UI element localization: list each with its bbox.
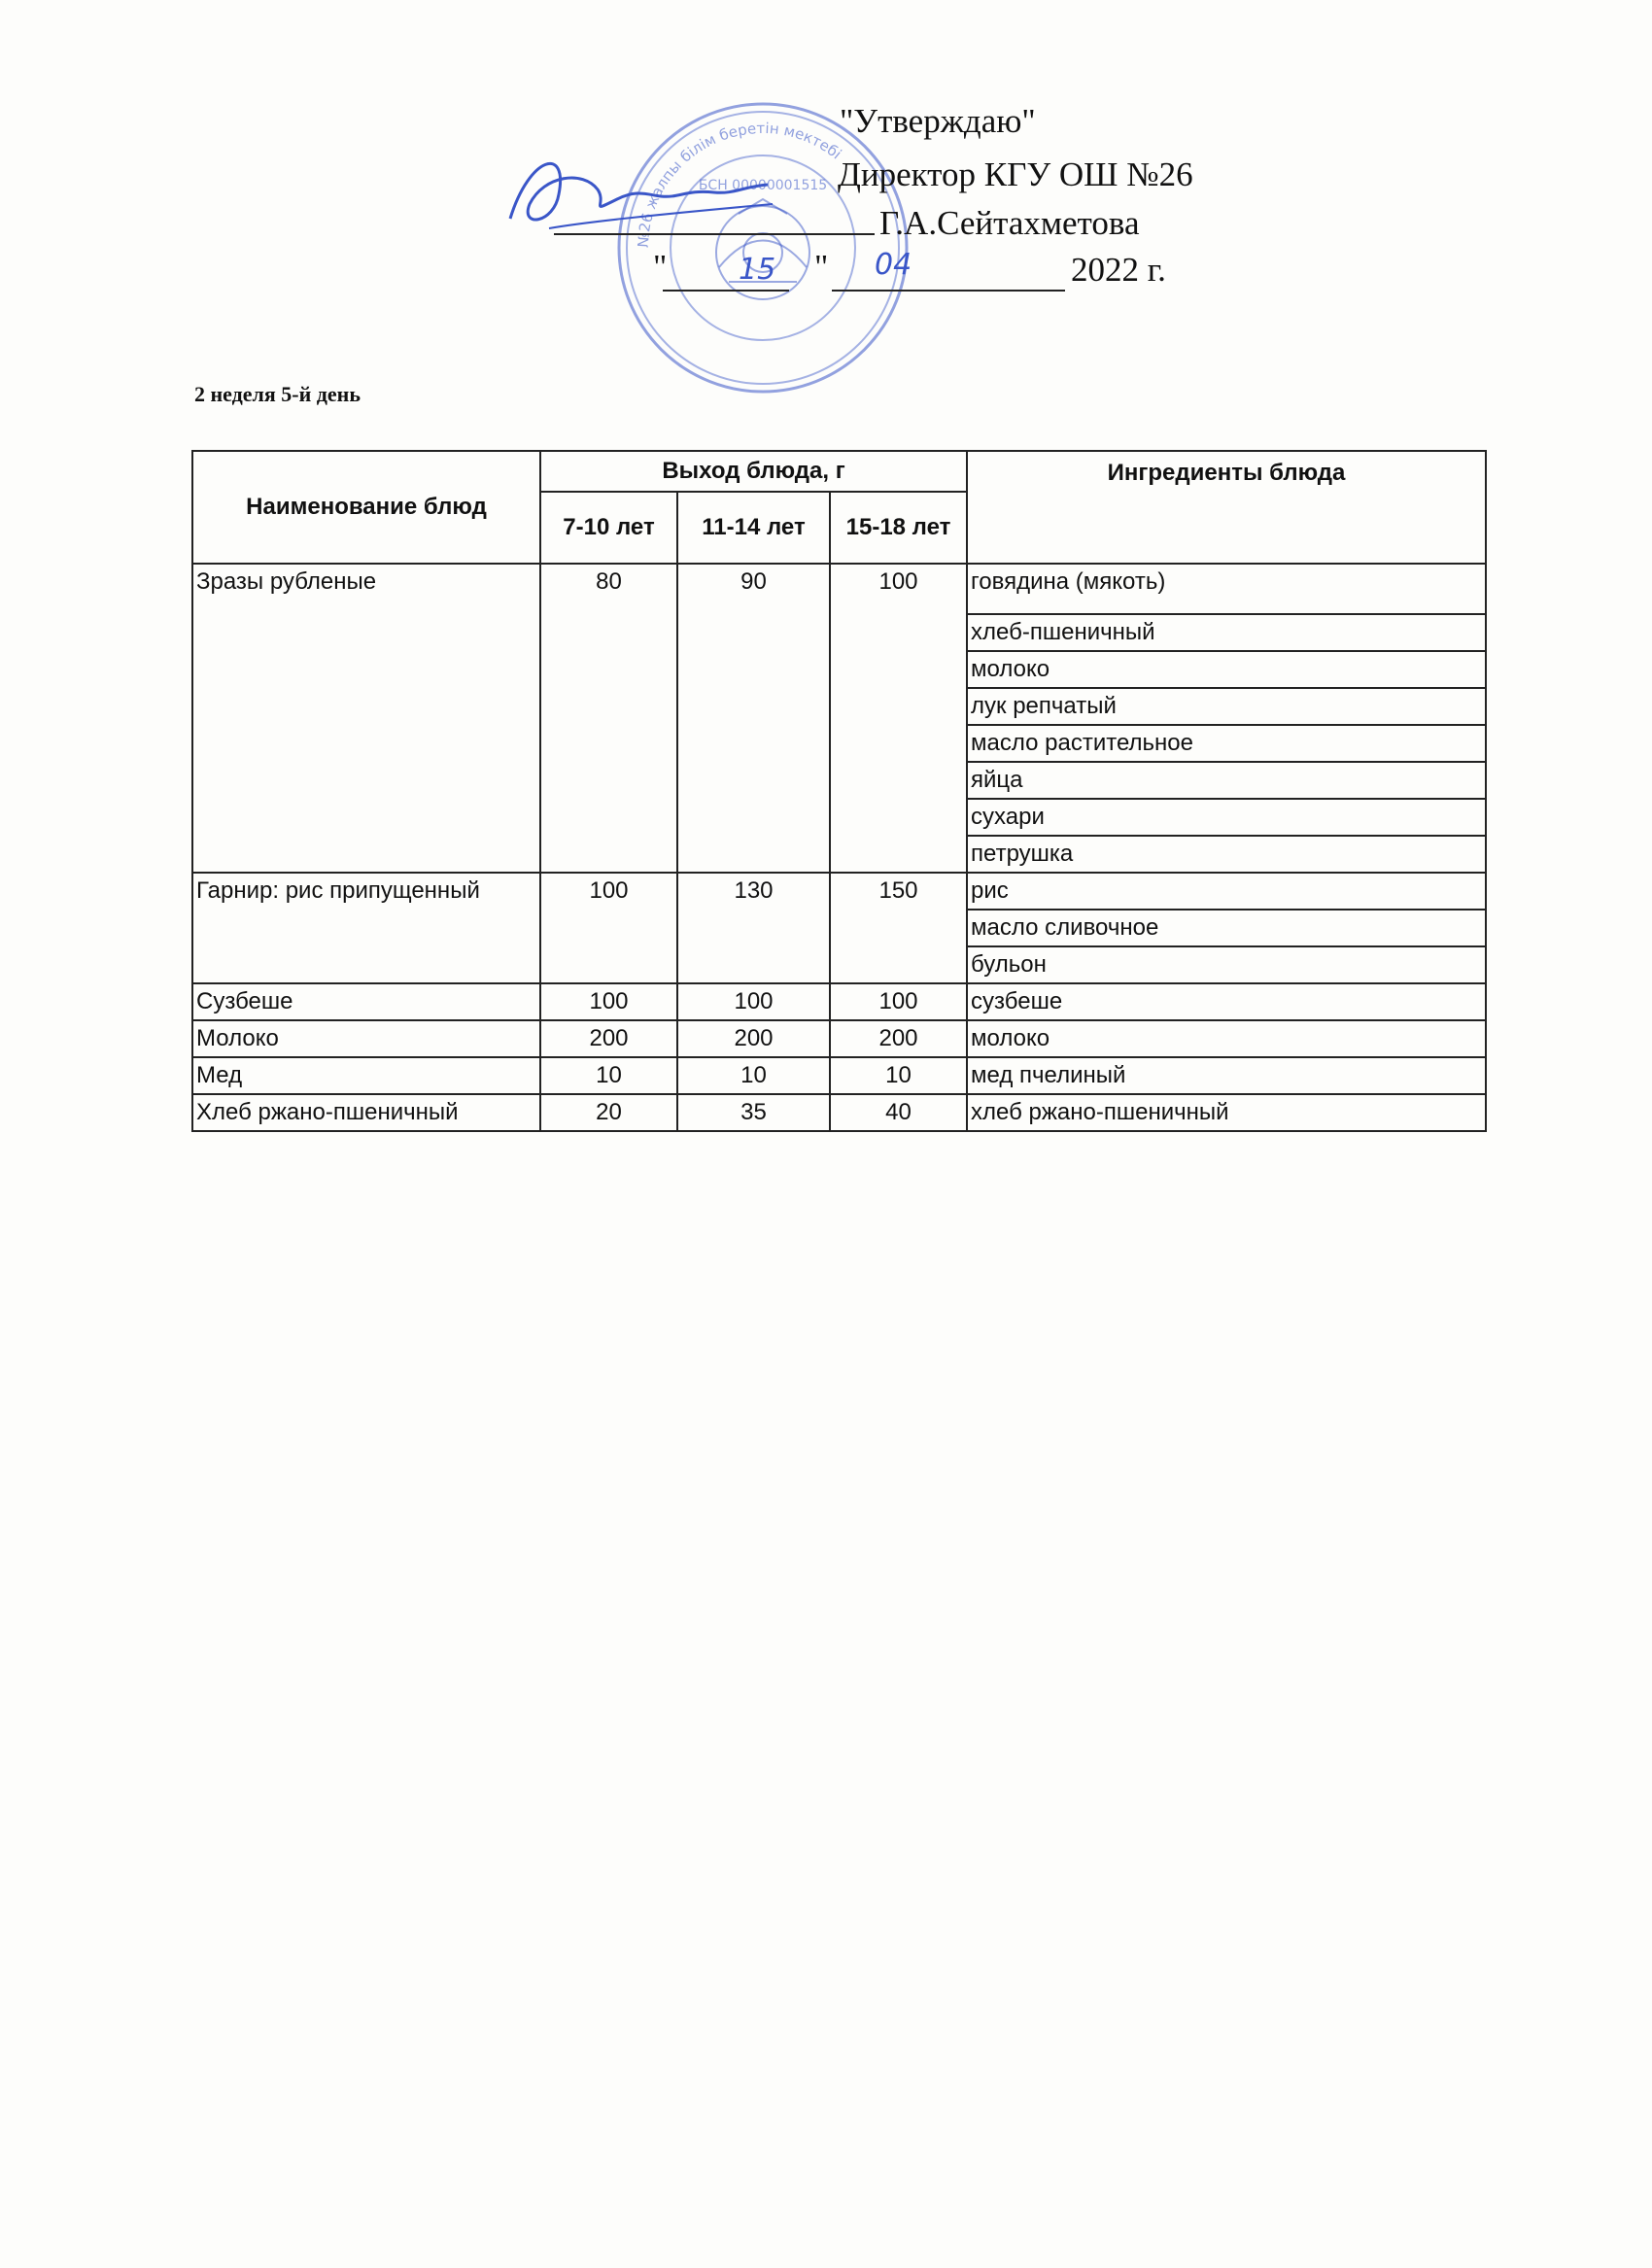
dish-output-7-10: 200 — [540, 1020, 677, 1057]
dish-output-15-18: 200 — [830, 1020, 967, 1057]
dish-output-11-14: 100 — [677, 983, 830, 1020]
ingredient: мед пчелиный — [967, 1057, 1486, 1094]
ingredient: сузбеше — [967, 983, 1486, 1020]
dish-output-15-18: 100 — [830, 983, 967, 1020]
dish-output-11-14: 10 — [677, 1057, 830, 1094]
ingredient: сухари — [967, 799, 1486, 836]
dish-output-11-14: 35 — [677, 1094, 830, 1131]
table-row — [192, 1020, 1486, 1057]
table-row — [192, 1094, 1486, 1131]
ingredient: молоко — [967, 1020, 1486, 1057]
dish-name: Хлеб ржано-пшеничный — [192, 1094, 540, 1131]
header-dish-name: Наименование блюд — [192, 451, 540, 564]
dish-output-7-10: 10 — [540, 1057, 677, 1094]
date-year: 2022 г. — [1071, 251, 1166, 289]
ingredient: хлеб-пшеничный — [967, 614, 1486, 651]
dish-output-15-18: 10 — [830, 1057, 967, 1094]
header-ingredients: Ингредиенты блюда — [967, 451, 1486, 564]
dish-name: Зразы рубленые — [192, 564, 540, 873]
ingredient: молоко — [967, 651, 1486, 688]
menu-table — [191, 450, 1487, 1132]
dish-name: Гарнир: рис припущенный — [192, 873, 540, 983]
dish-output-11-14: 130 — [677, 873, 830, 983]
table-row — [192, 1057, 1486, 1094]
ingredient: петрушка — [967, 836, 1486, 873]
dish-name: Молоко — [192, 1020, 540, 1057]
table-row — [192, 873, 1486, 910]
month-line — [832, 290, 1065, 292]
ingredient: масло растительное — [967, 725, 1486, 762]
ingredient: рис — [967, 873, 1486, 910]
director-name: Г.А.Сейтахметова — [879, 204, 1140, 242]
ingredient: масло сливочное — [967, 910, 1486, 946]
ingredient: бульон — [967, 946, 1486, 983]
approval-title: "Утверждаю" — [840, 102, 1036, 140]
seal-id: БСН 00000001515 — [698, 178, 828, 193]
dish-output-15-18: 150 — [830, 873, 967, 983]
dish-name: Мед — [192, 1057, 540, 1094]
dish-name: Сузбеше — [192, 983, 540, 1020]
dish-output-11-14: 200 — [677, 1020, 830, 1057]
approval-block — [544, 97, 1224, 321]
table-row — [192, 983, 1486, 1020]
director-position: Директор КГУ ОШ №26 — [838, 155, 1193, 193]
menu-subtitle: 2 неделя 5-й день — [194, 382, 361, 406]
dish-output-7-10: 100 — [540, 873, 677, 983]
header-age-3: 15-18 лет — [830, 492, 967, 564]
date-month: 04 — [875, 248, 912, 282]
ingredient: лук репчатый — [967, 688, 1486, 725]
header-age-2: 11-14 лет — [677, 492, 830, 564]
ingredient: яйца — [967, 762, 1486, 799]
signature-line — [554, 233, 875, 235]
dish-output-15-18: 100 — [830, 564, 967, 873]
seal-text: №26 жалпы білім беретін мектебі — [634, 119, 845, 249]
ingredient: говядина (мякоть) — [967, 564, 1486, 614]
date-day: 15 — [739, 253, 776, 287]
table-row — [192, 564, 1486, 614]
day-line — [663, 290, 789, 292]
dish-output-11-14: 90 — [677, 564, 830, 873]
header-age-1: 7-10 лет — [540, 492, 677, 564]
date-quote-open: " — [653, 248, 668, 286]
dish-output-7-10: 100 — [540, 983, 677, 1020]
dish-output-7-10: 80 — [540, 564, 677, 873]
ingredient: хлеб ржано-пшеничный — [967, 1094, 1486, 1131]
date-quote-close: " — [814, 248, 829, 286]
dish-output-15-18: 40 — [830, 1094, 967, 1131]
header-output: Выход блюда, г — [540, 451, 967, 492]
dish-output-7-10: 20 — [540, 1094, 677, 1131]
